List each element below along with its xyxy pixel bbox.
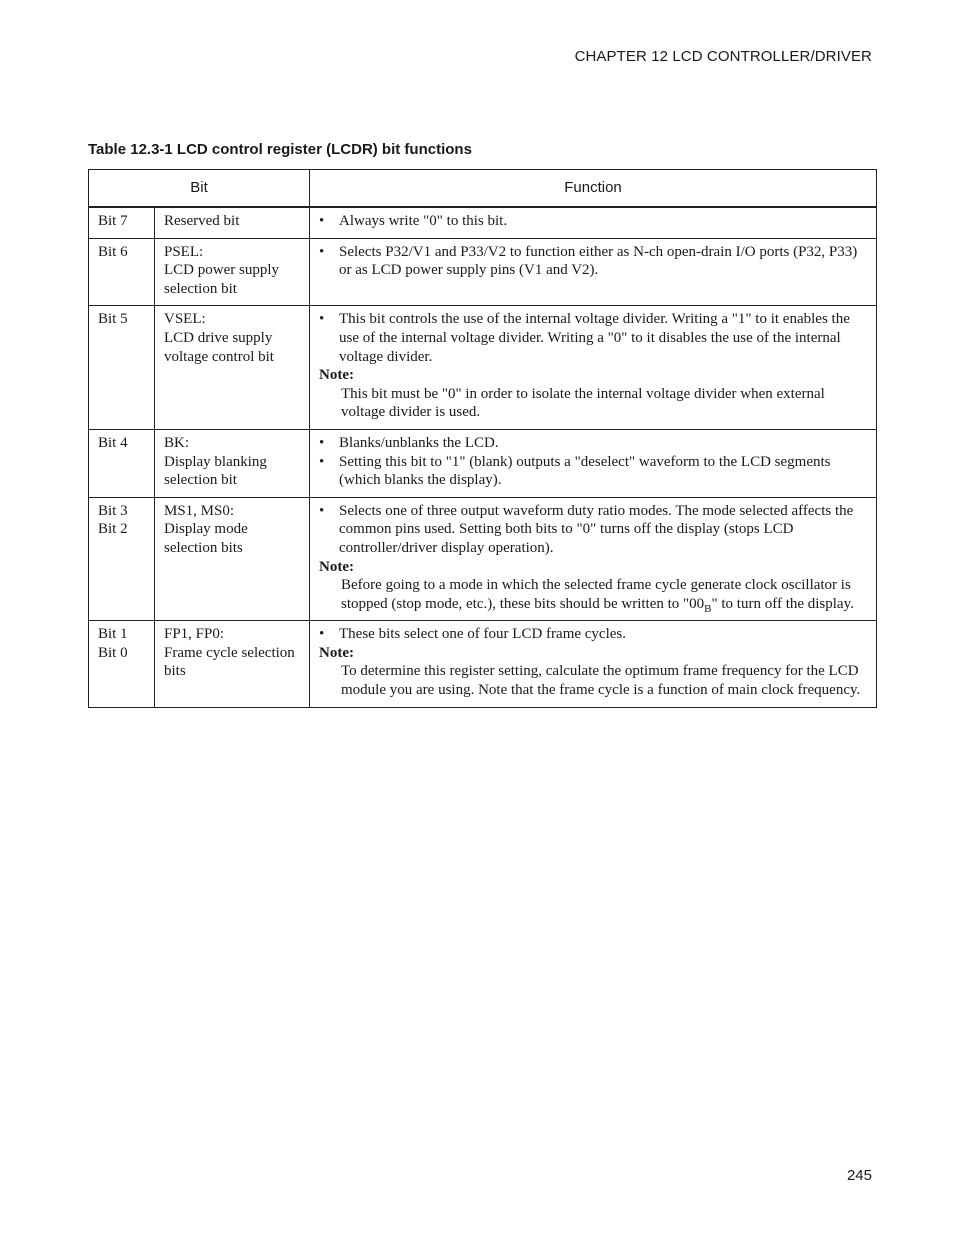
note-label: Note: bbox=[319, 367, 354, 384]
bit-name-line: PSEL: bbox=[164, 243, 204, 260]
bit-number: Bit 7 bbox=[98, 213, 128, 229]
bit-number-cell bbox=[89, 497, 155, 621]
bit-name-cell bbox=[155, 497, 310, 621]
bit-name-line: LCD drive supply voltage control bit bbox=[164, 329, 274, 365]
bit-number-cell bbox=[89, 621, 155, 707]
note-label: Note: bbox=[319, 558, 354, 575]
bit-name-cell bbox=[155, 429, 310, 497]
bullet-item bbox=[319, 625, 868, 644]
bullet-text: Selects P32/V1 and P33/V2 to function either as N-ch open-drain I/O ports (P32, P33) or as LCD power supply pins (V1 and V2). bbox=[339, 243, 858, 279]
bullet-glyph: • bbox=[319, 243, 325, 260]
bit-name-line: MS1, MS0: bbox=[164, 502, 235, 519]
bit-number-cell bbox=[89, 306, 155, 430]
page-number: 245 bbox=[846, 1167, 872, 1184]
bullet-text: Selects one of three output waveform duty ratio modes. The mode selected affects the common pins used. Setting both bits to "0" turns off the display (stops LCD controller/driver display operation). bbox=[339, 502, 854, 556]
bit-name-line: VSEL: bbox=[164, 311, 206, 328]
bit-name-line: Reserved bit bbox=[164, 213, 240, 229]
function-cell bbox=[310, 238, 877, 306]
table-caption: Table 12.3-1 LCD control register (LCDR) bit functions bbox=[88, 141, 472, 158]
note-label: Note: bbox=[319, 644, 354, 661]
bullet-item bbox=[319, 502, 868, 558]
bullet-text: This bit controls the use of the internal voltage divider. Writing a "1" to it enables the use of the internal voltage divider. Writing a "0" to it disables the use of the internal voltage divider. bbox=[339, 311, 850, 365]
bit-name-cell bbox=[155, 306, 310, 430]
bullet-glyph: • bbox=[319, 311, 325, 328]
note-text: This bit must be "0" in order to isolate the internal voltage divider when external voltage divider is used. bbox=[341, 385, 825, 421]
chapter-header: CHAPTER 12 LCD CONTROLLER/DRIVER bbox=[574, 48, 872, 65]
bit-number-cell bbox=[89, 238, 155, 306]
bit-name-cell bbox=[155, 238, 310, 306]
note-text bbox=[319, 576, 868, 613]
function-cell bbox=[310, 306, 877, 430]
bit-number: Bit 5 bbox=[98, 311, 128, 328]
binary-subscript: B bbox=[704, 602, 712, 615]
table-row bbox=[89, 306, 877, 430]
bit-name-line: LCD power supply selection bit bbox=[164, 262, 279, 297]
bit-name-line: FP1, FP0: bbox=[164, 626, 225, 643]
function-cell bbox=[310, 621, 877, 707]
bit-name-line: BK: bbox=[164, 434, 190, 451]
note-text-part: Before going to a mode in which the selected frame cycle generate clock oscillator is stopped (stop mode, etc.), these bits should be written to "00 bbox=[341, 577, 851, 612]
bullet-item bbox=[319, 212, 868, 231]
note-text-part: " to turn off the display. bbox=[711, 595, 854, 612]
bit-number: Bit 1 bbox=[98, 626, 128, 643]
bullet-item bbox=[319, 243, 868, 280]
bit-number-cell bbox=[89, 429, 155, 497]
bit-name-cell bbox=[155, 621, 310, 707]
bit-number: Bit 4 bbox=[98, 434, 128, 451]
column-header-bit: Bit bbox=[89, 170, 310, 208]
bit-number-cell bbox=[89, 207, 155, 238]
table-header-row bbox=[89, 170, 877, 208]
bit-name-line: Display mode selection bits bbox=[164, 521, 248, 556]
table-row bbox=[89, 621, 877, 707]
bit-function-table bbox=[88, 169, 877, 708]
bit-name-line: Frame cycle selection bits bbox=[164, 644, 295, 680]
bit-number: Bit 2 bbox=[98, 521, 128, 538]
bullet-text: Always write "0" to this bit. bbox=[339, 213, 508, 229]
table-row bbox=[89, 429, 877, 497]
bullet-glyph: • bbox=[319, 626, 325, 643]
bit-number: Bit 6 bbox=[98, 243, 128, 260]
bit-name-line: Display blanking selection bit bbox=[164, 453, 267, 489]
function-cell bbox=[310, 207, 877, 238]
bullet-item bbox=[319, 310, 868, 366]
bullet-text: These bits select one of four LCD frame cycles. bbox=[339, 626, 626, 643]
table-row bbox=[89, 238, 877, 306]
bullet-item bbox=[319, 434, 868, 453]
bullet-glyph: • bbox=[319, 453, 325, 470]
bullet-text: Blanks/unblanks the LCD. bbox=[339, 434, 499, 451]
note-text: To determine this register setting, calculate the optimum frame frequency for the LCD module you are using. Note that the frame cycle is a function of main clock frequency. bbox=[341, 663, 861, 699]
bullet-glyph: • bbox=[319, 502, 325, 519]
bullet-glyph: • bbox=[319, 213, 325, 229]
bullet-item bbox=[319, 453, 868, 490]
table-row bbox=[89, 207, 877, 238]
function-cell bbox=[310, 429, 877, 497]
bit-number: Bit 3 bbox=[98, 502, 128, 519]
column-header-function: Function bbox=[310, 170, 877, 208]
function-cell bbox=[310, 497, 877, 621]
table-row bbox=[89, 497, 877, 621]
bit-number: Bit 0 bbox=[98, 644, 128, 661]
bullet-text: Setting this bit to "1" (blank) outputs a "deselect" waveform to the LCD segments (which blanks the display). bbox=[339, 453, 831, 489]
bullet-glyph: • bbox=[319, 434, 325, 451]
bit-name-cell bbox=[155, 207, 310, 238]
